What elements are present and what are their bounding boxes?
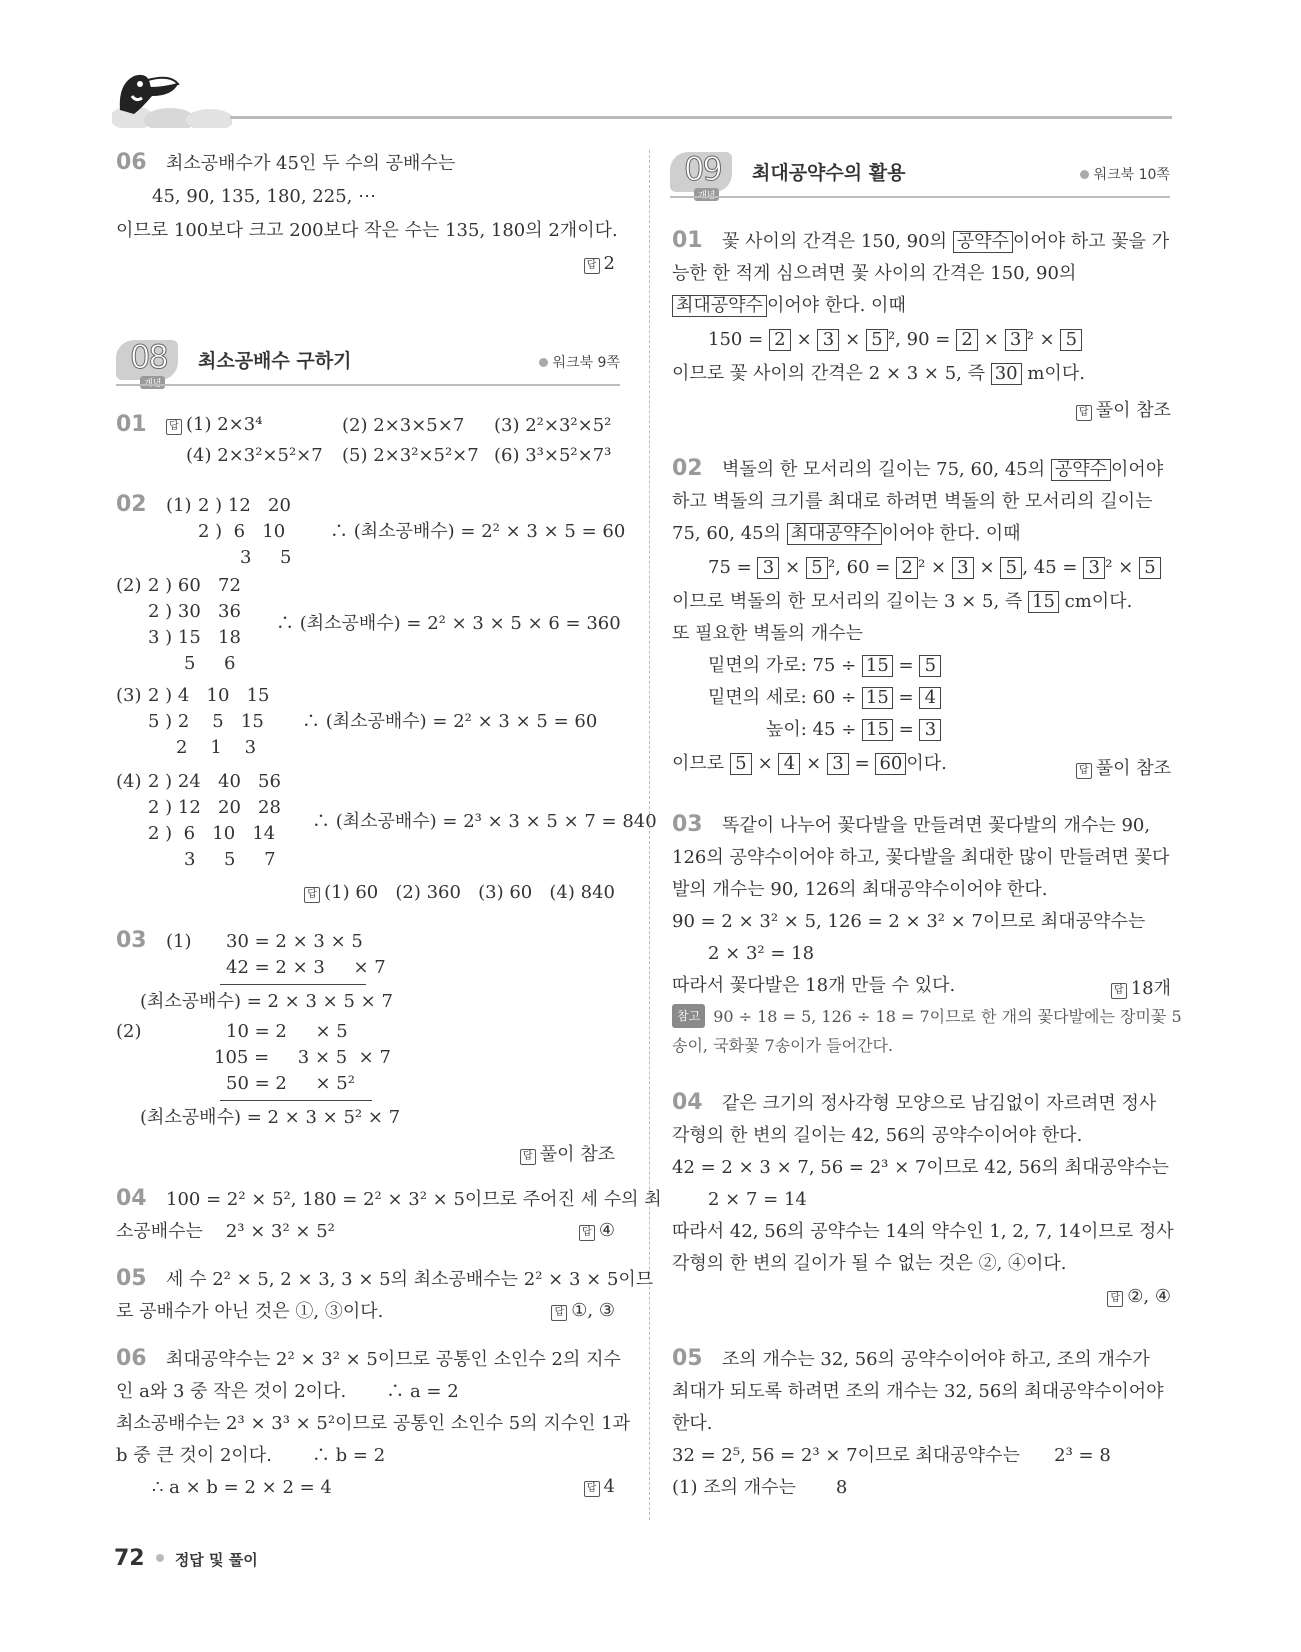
sub-label: (4) bbox=[116, 771, 142, 792]
ladder-row: 2 ) 4 10 15 bbox=[148, 685, 270, 706]
answer-mark: 답 bbox=[551, 1305, 567, 1321]
column-divider bbox=[649, 150, 650, 1520]
answer: 답 2 bbox=[584, 253, 615, 274]
text-line: 이므로 꽃 사이의 간격은 2 × 3 × 5, 즉 30 m이다. bbox=[672, 363, 1085, 384]
text-line: 따라서 42, 56의 공약수는 14의 약수인 1, 2, 7, 14이므로 정사 bbox=[672, 1221, 1174, 1242]
result-line: (최소공배수) = 2 × 3 × 5² × 7 bbox=[140, 1107, 401, 1128]
sum-line bbox=[220, 984, 366, 985]
text-line: 126의 공약수이어야 하고, 꽃다발을 최대한 많이 만들려면 꽃다 bbox=[672, 847, 1170, 868]
answer-mark: 답 bbox=[520, 1149, 536, 1165]
factor-row: 10 = 2 × 5 bbox=[226, 1021, 348, 1042]
ladder-row: 2 ) 30 36 bbox=[148, 601, 241, 622]
text-line: 벽돌의 한 모서리의 길이는 75, 60, 45의 공약수 이어야 bbox=[722, 459, 1164, 480]
problem-number: 02 bbox=[672, 456, 703, 481]
answer-mark: 답 bbox=[579, 1225, 595, 1241]
result-line: ∴ (최소공배수) = 2² × 3 × 5 = 60 bbox=[302, 711, 598, 732]
ladder-row: 3 5 bbox=[240, 547, 292, 568]
formula-line: 높이: 45 ÷ 15 = 3 bbox=[766, 718, 941, 742]
text-line: 32 = 2⁵, 56 = 2³ × 7이므로 최대공약수는 2³ = 8 bbox=[672, 1445, 1111, 1466]
text-line: 로 공배수가 아닌 것은 ①, ③이다. bbox=[116, 1301, 384, 1322]
text-line: (1) 조의 개수는 8 bbox=[672, 1477, 848, 1498]
answer-mark: 답 bbox=[1076, 405, 1092, 421]
text-line: 42 = 2 × 3 × 7, 56 = 2³ × 7이므로 42, 56의 최대공약수는 bbox=[672, 1157, 1169, 1178]
answer-item: (3) 2²×3²×5² bbox=[494, 415, 612, 436]
page-footer bbox=[114, 1546, 258, 1571]
result-line: (최소공배수) = 2 × 3 × 5 × 7 bbox=[140, 991, 393, 1012]
text-line: 45, 90, 135, 180, 225, ⋯ bbox=[152, 186, 377, 207]
text-line: 인 a와 3 중 작은 것이 2이다. ∴ a = 2 bbox=[116, 1381, 459, 1402]
text-line: 2 × 7 = 14 bbox=[708, 1189, 807, 1210]
toucan-icon bbox=[112, 66, 232, 128]
problem-number: 01 bbox=[116, 412, 147, 437]
answer: 답 (1) 60 (2) 360 (3) 60 (4) 840 bbox=[304, 882, 615, 903]
answer-item: (4) 2×3²×5²×7 bbox=[186, 445, 323, 466]
answer: 답 풀이 참조 bbox=[1076, 396, 1171, 422]
text-line: 소공배수는 2³ × 3² × 5² bbox=[116, 1221, 335, 1242]
answer-mark: 답 bbox=[1076, 763, 1092, 779]
ladder-row: 3 ) 15 18 bbox=[148, 627, 241, 648]
answer-mark: 답 bbox=[584, 258, 600, 274]
factor-row: 105 = 3 × 5 × 7 bbox=[214, 1047, 391, 1068]
problem-number: 06 bbox=[116, 150, 147, 175]
section-title: 최대공약수의 활용 bbox=[752, 162, 906, 184]
workbook-ref: 워크북 9쪽 bbox=[539, 352, 620, 372]
problem-number: 04 bbox=[116, 1186, 147, 1211]
section-rule bbox=[116, 384, 620, 386]
factor-row: 42 = 2 × 3 × 7 bbox=[226, 957, 386, 978]
answer: 답 4 bbox=[584, 1476, 615, 1497]
problem-number: 01 bbox=[672, 228, 703, 253]
answer: 답 풀이 참조 bbox=[1076, 754, 1171, 780]
text-line: 최대공약수 이어야 한다. 이때 bbox=[672, 294, 906, 318]
ladder-row: 2 ) 24 40 56 bbox=[148, 771, 281, 792]
footer-label: 정답 및 풀이 bbox=[174, 1551, 258, 1569]
section-number: 09 bbox=[684, 150, 721, 188]
text-line: 꽃 사이의 간격은 150, 90의 공약수 이어야 하고 꽃을 가 bbox=[722, 231, 1170, 252]
sub-label: (3) bbox=[116, 685, 142, 706]
answer-mark: 답 bbox=[166, 419, 182, 435]
section-title: 최소공배수 구하기 bbox=[198, 350, 352, 372]
sub-label: (2) bbox=[116, 1021, 142, 1042]
answer-item: (6) 3³×5²×7³ bbox=[494, 445, 612, 466]
answer: 답 18개 bbox=[1111, 974, 1171, 1000]
text-line: 90 = 2 × 3² × 5, 126 = 2 × 3² × 7이므로 최대공약수는 bbox=[672, 911, 1146, 932]
answer-mark: 답 bbox=[584, 1481, 600, 1497]
result-line: ∴ (최소공배수) = 2² × 3 × 5 = 60 bbox=[330, 521, 626, 542]
answer-mark: 답 bbox=[1107, 1291, 1123, 1307]
ladder-row: 2 ) 12 20 bbox=[198, 495, 291, 516]
text-line: 같은 크기의 정사각형 모양으로 남김없이 자르려면 정사 bbox=[722, 1093, 1157, 1114]
ladder-row: 2 ) 6 10 bbox=[198, 521, 286, 542]
formula-line: 밑면의 가로: 75 ÷ 15 = 5 bbox=[708, 654, 941, 678]
problem-number: 03 bbox=[672, 812, 703, 837]
section-number: 08 bbox=[130, 338, 167, 376]
answer-list: 답 (1) 2×3⁴ bbox=[166, 414, 262, 435]
ladder-row: 5 ) 2 5 15 bbox=[148, 711, 264, 732]
text-line: 또 필요한 벽돌의 개수는 bbox=[672, 623, 864, 644]
factor-row: 30 = 2 × 3 × 5 bbox=[226, 931, 363, 952]
sub-label: (2) bbox=[116, 575, 142, 596]
text-line: ∴ a × b = 2 × 2 = 4 bbox=[152, 1477, 332, 1498]
text-line: 한다. bbox=[672, 1413, 713, 1434]
dot-icon bbox=[539, 358, 548, 367]
answer: 답 ①, ③ bbox=[551, 1300, 615, 1321]
problem-number: 05 bbox=[672, 1346, 703, 1371]
text-line: 이므로 벽돌의 한 모서리의 길이는 3 × 5, 즉 15 cm이다. bbox=[672, 591, 1133, 612]
ladder-row: 3 5 7 bbox=[184, 849, 276, 870]
text-line: 하고 벽돌의 크기를 최대로 하려면 벽돌의 한 모서리의 길이는 bbox=[672, 491, 1153, 512]
ladder-row: 2 ) 6 10 14 bbox=[148, 823, 276, 844]
answer-mark: 답 bbox=[1111, 983, 1127, 999]
dot-icon bbox=[156, 1554, 164, 1562]
text-line: 2 × 3² = 18 bbox=[708, 943, 815, 964]
text-line: 이므로 100보다 크고 200보다 작은 수는 135, 180의 2개이다. bbox=[116, 220, 618, 241]
ladder-row: 2 1 3 bbox=[176, 737, 257, 758]
problem-number: 04 bbox=[672, 1090, 703, 1115]
section-rule bbox=[670, 196, 1170, 198]
text-line: 세 수 2² × 5, 2 × 3, 3 × 5의 최소공배수는 2² × 3 × 5이므 bbox=[166, 1269, 654, 1290]
text-line: 75, 60, 45의 최대공약수 이어야 한다. 이때 bbox=[672, 523, 1021, 544]
text-line: 각형의 한 변의 길이는 42, 56의 공약수이어야 한다. bbox=[672, 1125, 1083, 1146]
section-tag bbox=[140, 376, 165, 389]
workbook-ref: 워크북 10쪽 bbox=[1080, 164, 1170, 184]
section-header-09 bbox=[670, 152, 1170, 196]
ladder-row: 5 6 bbox=[184, 653, 236, 674]
formula-line: 150 = 2 × 3 × 5 ², 90 = 2 × 3 ² × 5 bbox=[708, 328, 1082, 352]
problem-number: 05 bbox=[116, 1266, 147, 1291]
text-line: b 중 큰 것이 2이다. ∴ b = 2 bbox=[116, 1445, 386, 1466]
header-rule bbox=[230, 116, 1172, 119]
text-line: 능한 한 적게 심으려면 꽃 사이의 간격은 150, 90의 bbox=[672, 263, 1077, 284]
sub-label: (1) bbox=[166, 931, 192, 952]
formula-line: 75 = 3 × 5 ², 60 = 2 ² × 3 × 5 , 45 = 3 ² × 5 bbox=[708, 556, 1161, 580]
answer-item: (2) 2×3×5×7 bbox=[342, 415, 465, 436]
problem-number: 03 bbox=[116, 928, 147, 953]
factor-row: 50 = 2 × 5² bbox=[226, 1073, 355, 1094]
text-line: 조의 개수는 32, 56의 공약수이어야 하고, 조의 개수가 bbox=[722, 1349, 1150, 1370]
page-number: 72 bbox=[114, 1546, 145, 1571]
formula-line: 밑면의 세로: 60 ÷ 15 = 4 bbox=[708, 686, 941, 710]
answer: 답 풀이 참조 bbox=[520, 1140, 615, 1166]
problem-number: 06 bbox=[116, 1346, 147, 1371]
text-line: 최소공배수는 2³ × 3³ × 5²이므로 공통인 소인수 5의 지수인 1과 bbox=[116, 1413, 631, 1434]
ladder-row: 2 ) 12 20 28 bbox=[148, 797, 281, 818]
text-line: 100 = 2² × 5², 180 = 2² × 3² × 5이므로 주어진 세 수의 최 bbox=[166, 1189, 662, 1210]
answer: 답 ②, ④ bbox=[1107, 1286, 1171, 1307]
text-line: 똑같이 나누어 꽃다발을 만들려면 꽃다발의 개수는 90, bbox=[722, 815, 1151, 836]
note-line: 참고 90 ÷ 18 = 5, 126 ÷ 18 = 7이므로 한 개의 꽃다발에는 장미꽃 5 bbox=[672, 1004, 1182, 1029]
section-tag bbox=[694, 188, 719, 201]
text-line: 최소공배수가 45인 두 수의 공배수는 bbox=[166, 153, 456, 174]
problem-number: 02 bbox=[116, 492, 147, 517]
sum-line bbox=[220, 1100, 372, 1101]
result-line: ∴ (최소공배수) = 2³ × 3 × 5 × 7 = 840 bbox=[312, 811, 657, 832]
note-line: 송이, 국화꽃 7송이가 들어간다. bbox=[672, 1036, 894, 1055]
text-line: 최대공약수는 2² × 3² × 5이므로 공통인 소인수 2의 지수 bbox=[166, 1349, 621, 1370]
answer-item: (5) 2×3²×5²×7 bbox=[342, 445, 479, 466]
dot-icon bbox=[1080, 170, 1089, 179]
text-line: 최대가 되도록 하려면 조의 개수는 32, 56의 최대공약수이어야 bbox=[672, 1381, 1164, 1402]
ladder-row: 2 ) 60 72 bbox=[148, 575, 241, 596]
text-line: 따라서 꽃다발은 18개 만들 수 있다. bbox=[672, 975, 956, 996]
text-line: 발의 개수는 90, 126의 최대공약수이어야 한다. bbox=[672, 879, 1048, 900]
result-line: ∴ (최소공배수) = 2² × 3 × 5 × 6 = 360 bbox=[276, 613, 621, 634]
sub-label: (1) bbox=[166, 495, 192, 516]
answer: 답 ④ bbox=[579, 1220, 615, 1241]
note-badge: 참고 bbox=[672, 1004, 705, 1028]
text-line: 이므로 5 × 4 × 3 = 60 이다. bbox=[672, 753, 947, 774]
text-line: 각형의 한 변의 길이가 될 수 없는 것은 ②, ④이다. bbox=[672, 1253, 1067, 1274]
section-header-08 bbox=[116, 340, 620, 384]
answer-mark: 답 bbox=[304, 887, 320, 903]
